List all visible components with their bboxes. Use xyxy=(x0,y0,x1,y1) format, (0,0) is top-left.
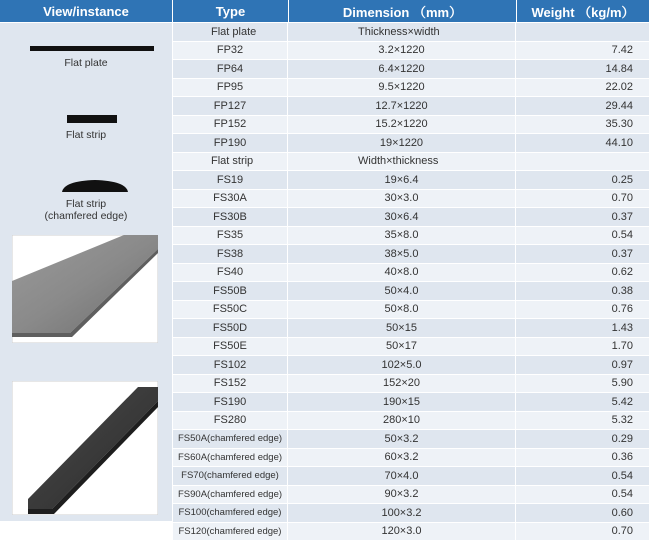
weight-cell: 22.02 xyxy=(605,81,633,93)
weight-cell: 5.42 xyxy=(612,396,633,408)
table-row xyxy=(173,467,649,486)
type-cell: Flat plate xyxy=(211,26,256,38)
weight-cell: 7.42 xyxy=(612,44,633,56)
table-row xyxy=(173,338,649,357)
section-row xyxy=(173,153,649,172)
weight-cell: 0.37 xyxy=(612,211,633,223)
table-row xyxy=(173,449,649,468)
type-cell: FS50A(chamfered edge) xyxy=(178,433,282,444)
dimension-cell: 30×6.4 xyxy=(385,211,419,223)
type-cell: FS30A xyxy=(213,192,247,204)
flat-plate-photo xyxy=(12,235,158,343)
table-row xyxy=(173,245,649,264)
type-cell: FP190 xyxy=(214,137,246,149)
weight-cell: 1.70 xyxy=(612,340,633,352)
table-row xyxy=(173,190,649,209)
table-row xyxy=(173,227,649,246)
dimension-cell: 40×8.0 xyxy=(385,266,419,278)
header-weight: Weight （kg/m） xyxy=(517,0,649,22)
table-row xyxy=(173,412,649,431)
header-view: View/instance xyxy=(0,0,172,22)
dimension-cell: 120×3.0 xyxy=(381,525,421,537)
dimension-cell: 102×5.0 xyxy=(381,359,421,371)
section-row xyxy=(173,23,649,42)
table-row xyxy=(173,282,649,301)
dimension-cell: 19×6.4 xyxy=(385,174,419,186)
table-row xyxy=(173,116,649,135)
table-row xyxy=(173,171,649,190)
dimension-cell: 12.7×1220 xyxy=(375,100,427,112)
dimension-cell: 30×3.0 xyxy=(385,192,419,204)
flat-plate-label: Flat plate xyxy=(0,57,172,69)
table-row xyxy=(173,79,649,98)
table-row xyxy=(173,375,649,394)
type-cell: FS152 xyxy=(214,377,246,389)
weight-cell: 0.97 xyxy=(612,359,633,371)
table-row xyxy=(173,356,649,375)
chamfered-strip-label-2: (chamfered edge) xyxy=(0,210,172,222)
view-column xyxy=(0,23,172,521)
table-row xyxy=(173,393,649,412)
dimension-cell: 3.2×1220 xyxy=(378,44,424,56)
type-cell: Flat strip xyxy=(211,155,253,167)
weight-cell: 1.43 xyxy=(612,322,633,334)
dimension-cell: 100×3.2 xyxy=(381,507,421,519)
type-cell: FS102 xyxy=(214,359,246,371)
type-cell: FS50B xyxy=(213,285,247,297)
weight-cell: 5.90 xyxy=(612,377,633,389)
dimension-cell: 280×10 xyxy=(383,414,420,426)
weight-cell: 29.44 xyxy=(605,100,633,112)
weight-cell: 0.25 xyxy=(612,174,633,186)
table-row xyxy=(173,60,649,79)
type-cell: FS40 xyxy=(217,266,243,278)
type-cell: FP152 xyxy=(214,118,246,130)
weight-cell: 44.10 xyxy=(605,137,633,149)
table-row xyxy=(173,319,649,338)
type-cell: FS50C xyxy=(213,303,247,315)
table-row xyxy=(173,264,649,283)
weight-cell: 35.30 xyxy=(605,118,633,130)
type-cell: FS70(chamfered edge) xyxy=(181,470,279,481)
flat-strip-icon xyxy=(67,115,117,123)
dimension-cell: 50×3.2 xyxy=(385,433,419,445)
weight-cell: 0.76 xyxy=(612,303,633,315)
dimension-cell: 50×8.0 xyxy=(385,303,419,315)
type-cell: FS60A(chamfered edge) xyxy=(178,452,282,463)
table-row xyxy=(173,42,649,61)
weight-cell: 0.70 xyxy=(612,525,633,537)
type-cell: FS19 xyxy=(217,174,243,186)
dimension-cell: 90×3.2 xyxy=(385,488,419,500)
dimension-cell: 190×15 xyxy=(383,396,420,408)
dimension-cell: 9.5×1220 xyxy=(378,81,424,93)
header-type: Type xyxy=(173,0,288,22)
table-row xyxy=(173,134,649,153)
weight-cell: 0.54 xyxy=(612,229,633,241)
weight-cell: 0.54 xyxy=(612,470,633,482)
weight-cell: 0.60 xyxy=(612,507,633,519)
dimension-cell: 50×4.0 xyxy=(385,285,419,297)
dimension-cell: 50×15 xyxy=(386,322,417,334)
weight-cell: 14.84 xyxy=(605,63,633,75)
flat-plate-icon xyxy=(30,46,154,51)
dimension-cell: 50×17 xyxy=(386,340,417,352)
table-row xyxy=(173,486,649,505)
dimension-cell: Width×thickness xyxy=(358,155,438,167)
table-row xyxy=(173,504,649,523)
table-row xyxy=(173,430,649,449)
type-cell: FS280 xyxy=(214,414,246,426)
dimension-cell: 38×5.0 xyxy=(385,248,419,260)
dimension-cell: 15.2×1220 xyxy=(375,118,427,130)
chamfered-strip-label-1: Flat strip xyxy=(0,198,172,210)
table-row xyxy=(173,523,649,541)
table-row xyxy=(173,97,649,116)
type-cell: FP95 xyxy=(217,81,243,93)
dimension-cell: 19×1220 xyxy=(380,137,423,149)
weight-cell: 0.29 xyxy=(612,433,633,445)
weight-cell: 0.54 xyxy=(612,488,633,500)
spec-rows xyxy=(173,23,649,541)
flat-strip-photo xyxy=(12,381,158,515)
weight-cell: 0.36 xyxy=(612,451,633,463)
type-cell: FP127 xyxy=(214,100,246,112)
type-cell: FS50E xyxy=(213,340,247,352)
weight-cell: 0.70 xyxy=(612,192,633,204)
flat-strip-label: Flat strip xyxy=(0,129,172,141)
dimension-cell: 152×20 xyxy=(383,377,420,389)
weight-cell: 0.62 xyxy=(612,266,633,278)
type-cell: FS90A(chamfered edge) xyxy=(178,489,282,500)
table-row xyxy=(173,301,649,320)
type-cell: FS38 xyxy=(217,248,243,260)
dimension-cell: 6.4×1220 xyxy=(378,63,424,75)
type-cell: FS100(chamfered edge) xyxy=(179,507,282,518)
type-cell: FS120(chamfered edge) xyxy=(179,526,282,537)
dimension-cell: Thickness×width xyxy=(358,26,440,38)
dimension-cell: 70×4.0 xyxy=(385,470,419,482)
type-cell: FP64 xyxy=(217,63,243,75)
type-cell: FS50D xyxy=(213,322,247,334)
dimension-cell: 35×8.0 xyxy=(385,229,419,241)
type-cell: FS190 xyxy=(214,396,246,408)
table-row xyxy=(173,208,649,227)
type-cell: FS35 xyxy=(217,229,243,241)
weight-cell: 0.37 xyxy=(612,248,633,260)
type-cell: FP32 xyxy=(217,44,243,56)
weight-cell: 0.38 xyxy=(612,285,633,297)
weight-cell: 5.32 xyxy=(612,414,633,426)
chamfered-strip-icon xyxy=(60,179,130,193)
header-dimension: Dimension （mm） xyxy=(289,0,516,22)
type-cell: FS30B xyxy=(213,211,247,223)
dimension-cell: 60×3.2 xyxy=(385,451,419,463)
